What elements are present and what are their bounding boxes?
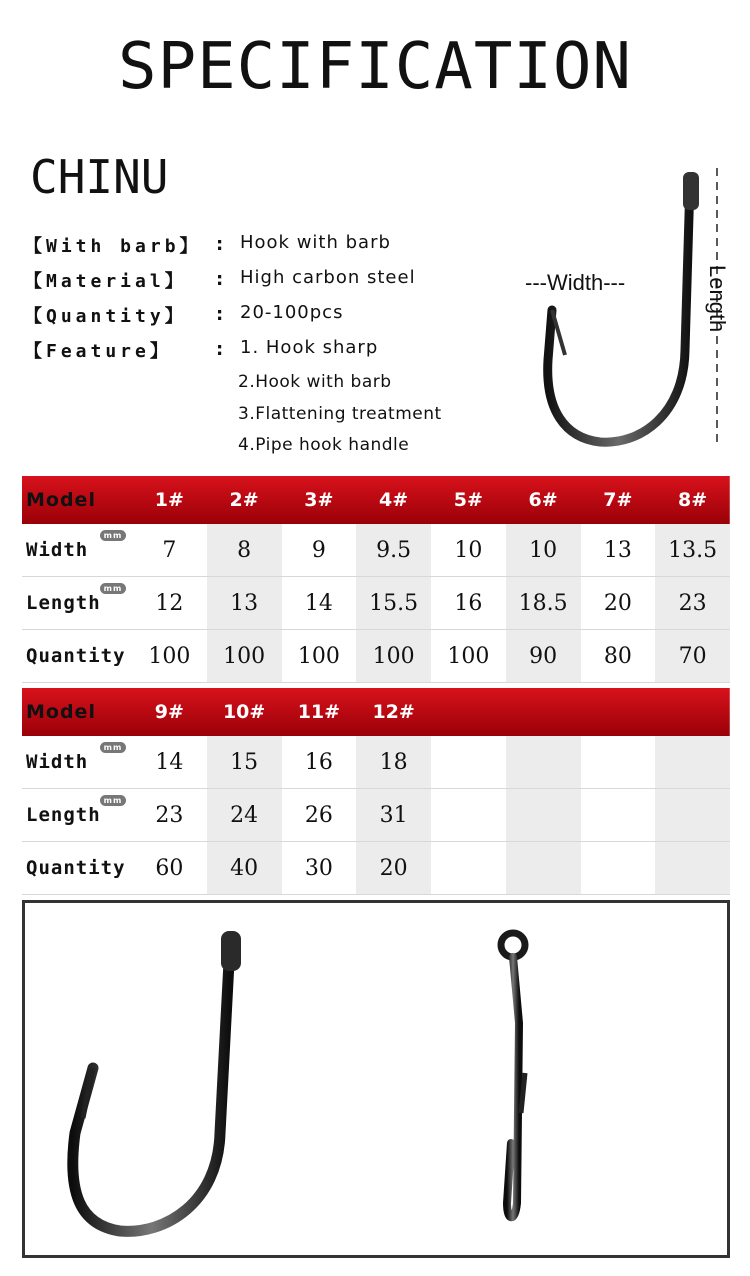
unit-badge: mm bbox=[100, 742, 126, 753]
spec-row-barb bbox=[24, 232, 494, 267]
table-cell: 10 bbox=[506, 524, 581, 577]
model-cell: 2# bbox=[229, 489, 259, 511]
model-cell bbox=[506, 688, 581, 736]
model-name: CHINU bbox=[30, 150, 169, 204]
unit-badge: mm bbox=[100, 530, 126, 541]
table-cell: 20 bbox=[581, 577, 656, 630]
table-cell: 20 bbox=[356, 842, 431, 895]
spec-colon: : bbox=[216, 269, 224, 290]
spec-row-quantity bbox=[24, 302, 494, 337]
model-cell: 5# bbox=[453, 489, 483, 511]
table-row-length bbox=[22, 789, 730, 842]
table-cell: 18 bbox=[356, 736, 431, 789]
table-row-quantity bbox=[22, 842, 730, 895]
table-header-row bbox=[22, 688, 730, 736]
spec-row-feature bbox=[24, 337, 494, 372]
table-cell bbox=[655, 842, 730, 895]
model-cell bbox=[431, 688, 506, 736]
model-cell: 1# bbox=[154, 489, 184, 511]
table-cell bbox=[431, 842, 506, 895]
table-row-quantity bbox=[22, 630, 730, 683]
length-label: Length bbox=[705, 265, 730, 333]
table-cell: 23 bbox=[655, 577, 730, 630]
row-label bbox=[22, 524, 132, 577]
spec-value: Hook with barb bbox=[240, 232, 391, 253]
table-cell: 14 bbox=[132, 736, 207, 789]
table-cell: 23 bbox=[132, 789, 207, 842]
row-label-text: Width bbox=[26, 751, 89, 773]
model-cell: 10# bbox=[222, 701, 266, 723]
row-label-text: Length bbox=[26, 804, 101, 826]
spec-value: 20-100pcs bbox=[240, 302, 344, 323]
spec-key: 【With barb】 bbox=[24, 236, 202, 257]
product-photo-panel bbox=[22, 900, 730, 1258]
table-cell: 16 bbox=[431, 577, 506, 630]
table-cell bbox=[506, 842, 581, 895]
unit-badge: mm bbox=[100, 795, 126, 806]
table-row-width bbox=[22, 524, 730, 577]
spec-table-1 bbox=[22, 476, 730, 683]
table-row-width bbox=[22, 736, 730, 789]
table-cell: 100 bbox=[207, 630, 282, 683]
row-label bbox=[22, 789, 132, 842]
row-label: Quantity bbox=[22, 630, 132, 683]
table-cell: 9 bbox=[282, 524, 357, 577]
spec-table-2 bbox=[22, 688, 730, 895]
hook-front-view bbox=[73, 931, 241, 1231]
page-title: SPECIFICATION bbox=[118, 30, 632, 104]
row-label: Quantity bbox=[22, 842, 132, 895]
table-cell: 15.5 bbox=[356, 577, 431, 630]
table-cell: 12 bbox=[132, 577, 207, 630]
hook-diagram bbox=[520, 160, 740, 460]
model-cell: 6# bbox=[528, 489, 558, 511]
model-cell bbox=[581, 688, 656, 736]
table-cell: 100 bbox=[431, 630, 506, 683]
table-cell: 9.5 bbox=[356, 524, 431, 577]
table-row-length bbox=[22, 577, 730, 630]
feature-item: 3.Flattening treatment bbox=[238, 404, 442, 424]
table-cell: 40 bbox=[207, 842, 282, 895]
model-cell bbox=[655, 688, 730, 736]
table-cell: 7 bbox=[132, 524, 207, 577]
width-label: ---Width--- bbox=[525, 270, 626, 295]
model-cell: 4# bbox=[379, 489, 409, 511]
table-cell: 10 bbox=[431, 524, 506, 577]
table-cell: 14 bbox=[282, 577, 357, 630]
hook-photos bbox=[25, 903, 727, 1255]
table-cell: 90 bbox=[506, 630, 581, 683]
table-cell: 60 bbox=[132, 842, 207, 895]
model-cell: 3# bbox=[304, 489, 334, 511]
table-cell bbox=[431, 789, 506, 842]
table-cell bbox=[581, 842, 656, 895]
table-cell: 30 bbox=[282, 842, 357, 895]
feature-item: 4.Pipe hook handle bbox=[238, 435, 410, 455]
table-cell: 80 bbox=[581, 630, 656, 683]
spec-key: 【Material】 bbox=[24, 271, 187, 292]
spec-value: High carbon steel bbox=[240, 267, 416, 288]
table-cell: 100 bbox=[282, 630, 357, 683]
row-label-text: Width bbox=[26, 539, 89, 561]
spec-colon: : bbox=[216, 304, 224, 325]
hook-outline bbox=[548, 182, 690, 442]
table-cell bbox=[581, 789, 656, 842]
table-cell bbox=[506, 736, 581, 789]
spec-row-material bbox=[24, 267, 494, 302]
table-cell: 8 bbox=[207, 524, 282, 577]
table-cell: 16 bbox=[282, 736, 357, 789]
table-cell: 15 bbox=[207, 736, 282, 789]
table-cell: 13 bbox=[207, 577, 282, 630]
row-label-text: Length bbox=[26, 592, 101, 614]
model-cell: 12# bbox=[372, 701, 415, 723]
spec-colon: : bbox=[216, 339, 224, 360]
table-cell bbox=[581, 736, 656, 789]
row-label bbox=[22, 736, 132, 789]
table-cell: 13 bbox=[581, 524, 656, 577]
row-label bbox=[22, 577, 132, 630]
hook-side-view bbox=[501, 933, 525, 1217]
table-cell: 100 bbox=[132, 630, 207, 683]
header-model-label: Model bbox=[26, 701, 96, 723]
table-cell: 13.5 bbox=[655, 524, 730, 577]
table-cell: 70 bbox=[655, 630, 730, 683]
table-cell bbox=[655, 789, 730, 842]
model-cell: 11# bbox=[297, 701, 341, 723]
table-cell bbox=[431, 736, 506, 789]
spec-colon: : bbox=[216, 234, 224, 255]
header-model-label: Model bbox=[26, 489, 96, 511]
table-cell: 100 bbox=[356, 630, 431, 683]
spec-list bbox=[24, 232, 494, 372]
spec-key: 【Quantity】 bbox=[24, 306, 187, 327]
table-cell: 31 bbox=[356, 789, 431, 842]
unit-badge: mm bbox=[100, 583, 126, 594]
spec-key: 【Feature】 bbox=[24, 341, 172, 362]
table-cell bbox=[506, 789, 581, 842]
model-cell: 8# bbox=[678, 489, 708, 511]
table-cell: 24 bbox=[207, 789, 282, 842]
table-cell bbox=[655, 736, 730, 789]
feature-item: 2.Hook with barb bbox=[238, 372, 392, 392]
model-cell: 7# bbox=[603, 489, 633, 511]
table-cell: 26 bbox=[282, 789, 357, 842]
model-cell: 9# bbox=[154, 701, 184, 723]
spec-value: 1. Hook sharp bbox=[240, 337, 379, 358]
table-cell: 18.5 bbox=[506, 577, 581, 630]
table-header-row bbox=[22, 476, 730, 524]
